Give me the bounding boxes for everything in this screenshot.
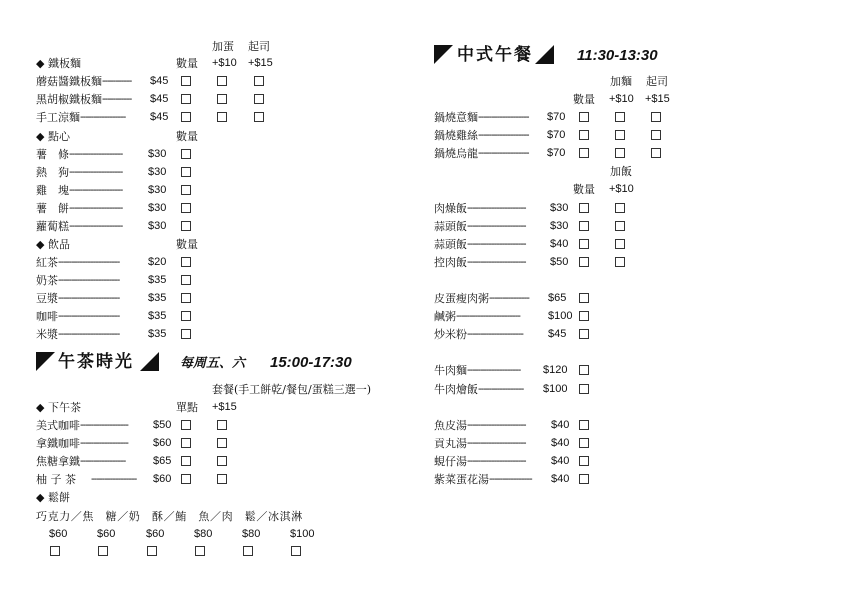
- item-price: $40: [551, 419, 570, 431]
- section-waffle-title: ◆ 鬆餅: [36, 491, 70, 504]
- addon-checkbox[interactable]: [615, 257, 625, 267]
- item-name: 薯 餅: [36, 202, 69, 215]
- lunch-hours: 11:30-13:30: [577, 47, 658, 64]
- item-leader: ----------------------: [467, 238, 526, 250]
- item-name: 熱 狗: [36, 166, 69, 179]
- item-leader: ----------------------: [467, 256, 526, 268]
- addon-checkbox[interactable]: [651, 148, 661, 158]
- item-price: $30: [148, 184, 167, 196]
- qty-checkbox[interactable]: [579, 221, 589, 231]
- section-teppan-title: ◆ 鐵板麵: [36, 57, 81, 70]
- item-price: $65: [153, 455, 172, 467]
- item-price: $100: [548, 310, 573, 322]
- waffle-checkbox[interactable]: [243, 546, 253, 556]
- waffle-checkbox[interactable]: [291, 546, 301, 556]
- item-leader: -----------------------: [58, 274, 120, 286]
- item-leader: ----------------------: [467, 202, 526, 214]
- item-leader: ----------------------: [467, 455, 526, 467]
- qty-checkbox[interactable]: [181, 275, 191, 285]
- item-name: 蒜頭飯: [434, 238, 467, 251]
- item-price: $70: [547, 147, 566, 159]
- item-name: 牛肉麵: [434, 364, 467, 377]
- item-price: $30: [550, 220, 569, 232]
- item-price: $30: [148, 220, 167, 232]
- section-drinks-title: ◆ 飲品: [36, 238, 70, 251]
- qty-checkbox[interactable]: [579, 257, 589, 267]
- item-price: $60: [153, 473, 172, 485]
- addon-noodle-label: 加麵: [610, 75, 632, 88]
- item-leader: --------------------: [69, 202, 123, 214]
- item-leader: ----------------------: [467, 220, 526, 232]
- item-name: 肉燥飯: [434, 202, 467, 215]
- item-leader: -------------------: [478, 129, 529, 141]
- addon-egg-price: +$10: [212, 57, 237, 69]
- addon-checkbox[interactable]: [254, 76, 264, 86]
- noodles-qty-header: 數量: [573, 93, 595, 106]
- section-snacks-title: ◆ 點心: [36, 130, 70, 143]
- item-name: 黑胡椒鐵板麵: [36, 93, 102, 106]
- item-price: $40: [551, 455, 570, 467]
- qty-checkbox[interactable]: [181, 112, 191, 122]
- lunch-title: 中式午餐: [457, 45, 533, 65]
- addon-rice-label: 加飯: [610, 165, 632, 178]
- addon-checkbox[interactable]: [217, 474, 227, 484]
- item-name: 貢丸湯: [434, 437, 467, 450]
- item-name: 薯 條: [36, 148, 69, 161]
- qty-checkbox[interactable]: [579, 203, 589, 213]
- header-triangle-left: [434, 45, 453, 64]
- header-triangle-left: [36, 352, 55, 371]
- item-price: $35: [148, 328, 167, 340]
- item-leader: ------------------------: [456, 310, 520, 322]
- item-name: 美式咖啡: [36, 419, 80, 432]
- addon-checkbox[interactable]: [651, 112, 661, 122]
- teatime-days: 每周五、六: [180, 355, 246, 370]
- qty-checkbox[interactable]: [181, 438, 191, 448]
- section-teatime-title: ◆ 下午茶: [36, 401, 81, 414]
- item-price: $35: [148, 292, 167, 304]
- addon-checkbox[interactable]: [651, 130, 661, 140]
- addon-checkbox[interactable]: [217, 94, 227, 104]
- teatime-single-header: 單點: [176, 401, 198, 414]
- addon-checkbox[interactable]: [217, 112, 227, 122]
- waffle-price: $80: [242, 528, 261, 540]
- item-price: $35: [148, 274, 167, 286]
- item-leader: -----------------------: [58, 328, 120, 340]
- teatime-set-label: 套餐(手工餅乾/餐包/蛋糕三選一): [212, 383, 371, 396]
- item-name: 奶茶: [36, 274, 58, 287]
- item-leader: -----------------: [91, 473, 137, 485]
- item-leader: --------------------: [69, 166, 123, 178]
- waffle-price: $100: [290, 528, 315, 540]
- item-price: $30: [550, 202, 569, 214]
- qty-checkbox[interactable]: [181, 456, 191, 466]
- item-price: $40: [551, 473, 570, 485]
- teatime-set-price: +$15: [212, 401, 237, 413]
- item-price: $50: [550, 256, 569, 268]
- item-leader: -----------------------: [58, 292, 120, 304]
- qty-checkbox[interactable]: [181, 149, 191, 159]
- addon-checkbox[interactable]: [217, 456, 227, 466]
- addon-noodle-price: +$10: [609, 93, 634, 105]
- item-name: 豆漿: [36, 292, 58, 305]
- qty-checkbox[interactable]: [181, 221, 191, 231]
- addon-checkbox[interactable]: [615, 203, 625, 213]
- item-name: 紫菜蛋花湯: [434, 473, 489, 486]
- qty-checkbox[interactable]: [181, 311, 191, 321]
- item-name: 蒜頭飯: [434, 220, 467, 233]
- qty-checkbox[interactable]: [181, 185, 191, 195]
- item-leader: ---------------: [489, 292, 529, 304]
- addon-egg-label: 加蛋: [212, 40, 234, 53]
- waffle-price: $80: [194, 528, 213, 540]
- item-price: $50: [153, 419, 172, 431]
- qty-checkbox[interactable]: [579, 311, 589, 321]
- item-name: 蘑菇醬鐵板麵: [36, 75, 102, 88]
- item-price: $100: [543, 383, 568, 395]
- qty-checkbox[interactable]: [579, 112, 589, 122]
- item-name: 控肉飯: [434, 256, 467, 269]
- item-price: $30: [148, 202, 167, 214]
- addon-checkbox[interactable]: [615, 130, 625, 140]
- item-leader: -----------: [102, 75, 132, 87]
- item-leader: ----------------------: [467, 419, 526, 431]
- waffle-price: $60: [97, 528, 116, 540]
- item-name: 手工涼麵: [36, 111, 80, 124]
- addon-cheese-price: +$15: [645, 93, 670, 105]
- item-name: 拿鐵咖啡: [36, 437, 80, 450]
- addon-checkbox[interactable]: [615, 112, 625, 122]
- item-leader: --------------------: [467, 364, 521, 376]
- qty-checkbox[interactable]: [579, 293, 589, 303]
- item-price: $45: [548, 328, 567, 340]
- rice-qty-header: 數量: [573, 183, 595, 196]
- header-triangle-right: [140, 352, 159, 371]
- addon-checkbox[interactable]: [217, 420, 227, 430]
- waffle-checkbox[interactable]: [50, 546, 60, 556]
- qty-checkbox[interactable]: [579, 329, 589, 339]
- item-leader: -----------------: [80, 111, 126, 123]
- teppan-qty-header: 數量: [176, 57, 198, 70]
- qty-checkbox[interactable]: [181, 420, 191, 430]
- snacks-qty-header: 數量: [176, 130, 198, 143]
- item-price: $45: [150, 93, 169, 105]
- item-price: $70: [547, 129, 566, 141]
- teatime-hours: 15:00-17:30: [270, 354, 352, 371]
- item-name: 柚 子 茶: [36, 473, 76, 486]
- item-price: $65: [548, 292, 567, 304]
- addon-checkbox[interactable]: [217, 76, 227, 86]
- item-name: 蘿蔔糕: [36, 220, 69, 233]
- item-leader: -------------------: [478, 111, 529, 123]
- qty-checkbox[interactable]: [579, 384, 589, 394]
- item-price: $70: [547, 111, 566, 123]
- addon-checkbox[interactable]: [254, 112, 264, 122]
- qty-checkbox[interactable]: [579, 130, 589, 140]
- waffle-checkbox[interactable]: [147, 546, 157, 556]
- item-leader: ---------------------: [467, 328, 523, 340]
- item-price: $120: [543, 364, 568, 376]
- qty-checkbox[interactable]: [181, 76, 191, 86]
- item-price: $20: [148, 256, 167, 268]
- qty-checkbox[interactable]: [181, 257, 191, 267]
- addon-cheese-label: 起司: [248, 40, 270, 53]
- qty-checkbox[interactable]: [579, 420, 589, 430]
- qty-checkbox[interactable]: [181, 474, 191, 484]
- item-leader: ----------------------: [467, 437, 526, 449]
- item-name: 鍋燒意麵: [434, 111, 478, 124]
- waffle-price: $60: [146, 528, 165, 540]
- item-name: 焦糖拿鐵: [36, 455, 80, 468]
- item-price: $30: [148, 148, 167, 160]
- waffle-checkbox[interactable]: [98, 546, 108, 556]
- item-name: 炒米粉: [434, 328, 467, 341]
- addon-rice-price: +$10: [609, 183, 634, 195]
- item-name: 牛肉燴飯: [434, 383, 478, 396]
- item-leader: --------------------: [69, 184, 123, 196]
- item-name: 魚皮湯: [434, 419, 467, 432]
- item-price: $30: [148, 166, 167, 178]
- qty-checkbox[interactable]: [181, 329, 191, 339]
- item-leader: -----------------------: [58, 256, 120, 268]
- item-name: 鍋燒雞絲: [434, 129, 478, 142]
- waffle-flavors: 巧克力／焦 糖／奶 酥／鮪 魚／肉 鬆／冰淇淋: [36, 510, 303, 523]
- item-leader: ----------------: [489, 473, 532, 485]
- item-price: $35: [148, 310, 167, 322]
- header-triangle-right: [535, 45, 554, 64]
- item-name: 米漿: [36, 328, 58, 341]
- item-name: 鹹粥: [434, 310, 456, 323]
- addon-checkbox[interactable]: [217, 438, 227, 448]
- item-name: 皮蛋瘦肉粥: [434, 292, 489, 305]
- item-price: $60: [153, 437, 172, 449]
- item-name: 咖啡: [36, 310, 58, 323]
- item-price: $45: [150, 111, 169, 123]
- item-name: 雞 塊: [36, 184, 69, 197]
- qty-checkbox[interactable]: [579, 438, 589, 448]
- qty-checkbox[interactable]: [579, 474, 589, 484]
- qty-checkbox[interactable]: [181, 293, 191, 303]
- qty-checkbox[interactable]: [579, 456, 589, 466]
- item-name: 鍋燒烏龍: [434, 147, 478, 160]
- qty-checkbox[interactable]: [579, 239, 589, 249]
- qty-checkbox[interactable]: [181, 94, 191, 104]
- waffle-checkbox[interactable]: [195, 546, 205, 556]
- item-leader: -------------------: [478, 147, 529, 159]
- addon-cheese-label: 起司: [646, 75, 668, 88]
- item-name: 蜆仔湯: [434, 455, 467, 468]
- qty-checkbox[interactable]: [181, 203, 191, 213]
- item-leader: -----------------: [80, 455, 126, 467]
- item-price: $40: [550, 238, 569, 250]
- item-leader: -----------: [102, 93, 132, 105]
- item-price: $45: [150, 75, 169, 87]
- qty-checkbox[interactable]: [181, 167, 191, 177]
- item-leader: -----------------: [478, 383, 524, 395]
- qty-checkbox[interactable]: [579, 365, 589, 375]
- item-name: 紅茶: [36, 256, 58, 269]
- qty-checkbox[interactable]: [579, 148, 589, 158]
- waffle-price: $60: [49, 528, 68, 540]
- addon-checkbox[interactable]: [254, 94, 264, 104]
- addon-checkbox[interactable]: [615, 239, 625, 249]
- addon-checkbox[interactable]: [615, 221, 625, 231]
- addon-cheese-price: +$15: [248, 57, 273, 69]
- item-leader: --------------------: [69, 220, 123, 232]
- teatime-title: 午茶時光: [58, 352, 134, 372]
- item-leader: --------------------: [69, 148, 123, 160]
- item-leader: -----------------------: [58, 310, 120, 322]
- addon-checkbox[interactable]: [615, 148, 625, 158]
- item-leader: ------------------: [80, 419, 128, 431]
- item-price: $40: [551, 437, 570, 449]
- item-leader: ------------------: [80, 437, 128, 449]
- drinks-qty-header: 數量: [176, 238, 198, 251]
